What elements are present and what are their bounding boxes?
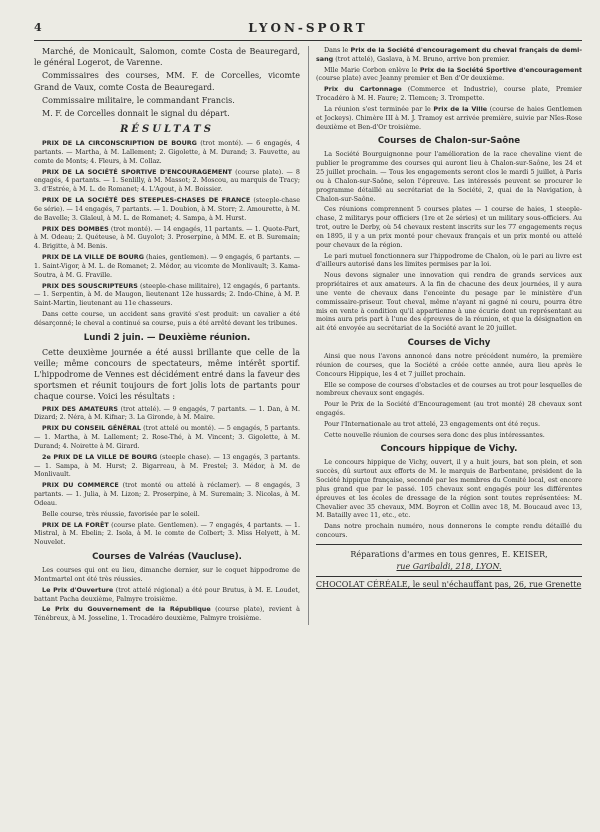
result-text: Belle course, très réussie, favorisée par le soleil. [42, 509, 200, 518]
reunion-intro: Cette deuxième journée a été aussi brillante que celle de la veille; même concours de spectateurs, même intérêt sportif. L'hippodrome de Vennes est décidément entré dans la faveur des sportsmen et réunit toujours de fort jolis lots de partants pour chaque course. Voici les résultats : [34, 347, 300, 402]
race-result [316, 66, 582, 84]
race-result [34, 521, 300, 547]
result-text: (steeple-chase militaire), 12 engagés, 6 partants. — 1. Serpentin, à M. de Maugon, lieutenant 12e hussards; 2. Indo-Chine, à M. P. Saint-Martin, lieutenant au 11e chasseurs. [34, 281, 300, 308]
prize-name: PRIX DE LA FORÊT [42, 520, 109, 529]
ad-address: rue Garibaldi, 218, LYON. [396, 561, 502, 571]
race-result [34, 453, 300, 479]
result-text: (course plate). — 8 engagés, 4 partants. — 1. Senlilly, à M. Massot; 2. Moscou, au marquis de Tracy; 3. d'Estrée, à M. L. de Romanet; 4. L'Agout, à M. Boissier. [34, 167, 300, 194]
reunion-heading: Lundi 2 juin. — Deuxième réunion. [83, 332, 251, 343]
race-result [316, 85, 582, 103]
prize-name: PRIX DES SOUSCRIPTEURS [42, 281, 138, 290]
prize-name: PRIX DE LA VILLE DE BOURG [42, 253, 144, 262]
left-column [34, 46, 300, 625]
chalon-paragraph: Ces réunions comprennent 5 courses plates — 1 course de haies, 1 steeple-chase, 2 militarys pour officiers (1re et 2e séries) et un military sous-officiers. Au trot, outre le Derby, où 54 chevaux restent inscrits sur les 77 engagements reçus en 1895, il y a un prix monté pour chevaux français et un prix monté ou attelé pour chevaux de la région. [316, 205, 582, 249]
prize-name: PRIX DE LA SOCIÉTÉ DES STEEPLES-CHASES DE FRANCE [42, 196, 251, 205]
result-text: (course plate) avec Jeanny premier et Ben d'Or deuxième. [316, 74, 505, 83]
chalon-heading: Courses de Chalon-sur-Saône [377, 136, 521, 147]
prize-name: Prix de la Société d'encouragement du cheval français de demi-sang [316, 46, 582, 63]
concours-heading: Concours hippique de Vichy. [380, 444, 518, 455]
race-result [34, 481, 300, 507]
prize-name: Prix de la Ville [433, 104, 488, 113]
concours-paragraph: Dans notre prochain numéro, nous donnerons le compte rendu détaillé du concours. [316, 522, 582, 540]
results-list-2 [34, 405, 300, 547]
race-result [34, 168, 300, 194]
prize-name: PRIX DU COMMERCE [42, 481, 119, 490]
result-text: (Commerce et Industrie), course plate, Premier Trocadéro à M. H. Faure; 2. Tlemcen; 3. Trompette. [316, 85, 582, 103]
result-text: (trot attelé). — 9 engagés, 7 partants. — 1. Dan, à M. Dizard; 2. Néra, à M. Kifnar; 3. La Gironde, à M. Maire. [34, 404, 300, 422]
chalon-paragraph: Nous devons signaler une innovation qui rendra de grands services aux propriétaires et aux amateurs. A la fin de chacune des deux journées, il y aura une vente de chevaux dans l'enceinte du pesage par le ministère d'un commissaire-priseur. Tout cheval, même n'ayant ni gagné ni couru, pourra être mis en vente à condition qu'il appartienne à une écurie dont un représentant au moins aura pris part à l'une des épreuves de la réunion, et que la désignation en ait été envoyée au secrétariat de la Société avant le 20 juillet. [316, 271, 582, 333]
race-result [34, 566, 300, 584]
result-text: (steeple-chase 6e série). — 14 engagés, 7 partants. — 1. Doubion, à M. Storr; 2. Amourette, à M. de Bavelle; 3. Glaïeul, à M. L. de Romanet; 4. Sampa, à M. Hurst. [34, 196, 300, 222]
prize-name: PRIX DU CONSEIL GÉNÉRAL [42, 424, 141, 433]
advertisement-keiser [316, 544, 582, 573]
accident-paragraph: Dans cette course, un accident sans gravité s'est produit: un cavalier a été désarçonné; le cheval a continué sa course, puis a été arrêté devant les tribunes. [34, 310, 300, 327]
intro-paragraph: M. F. de Corcelles donnait le signal du départ. [42, 108, 230, 118]
prize-name: Le Prix d'Ouverture [42, 585, 114, 594]
result-text: (haies, gentlemen). — 9 engagés, 6 partants. — 1. Saint-Vigor, à M. L. de Romanet; 2. Médor, au vicomte de Monlivault; 3. Kama-Soutra, à M. G. Fraville. [34, 253, 300, 279]
race-result [34, 196, 300, 222]
advertisement-chocolat: CHOCOLAT CÉRÉALE, le seul n'échauffant pas, 26, rue Grenette [316, 576, 582, 589]
valreas-list [34, 566, 300, 623]
vichy-paragraph: Pour le Prix de la Société d'Encouragement (au trot monté) 28 chevaux sont engagés. [316, 400, 582, 417]
item-lead: La réunion s'est terminée par le [324, 104, 434, 113]
results-list [34, 139, 300, 308]
result-text: (trot monté ou attelé à réclamer). — 8 engagés, 3 partants. — 1. Julia, à M. Lizon; 2. Proserpine, à M. Suremain; 3. Nicolas, à M. Odeau. [34, 481, 300, 507]
race-result [34, 139, 300, 165]
result-text: (course de haies Gentlemen et Jockeys). Chimère III à M. J. Tramoy est arrivée première, suivie par Nîes-Rose deuxième et Ben-d'Or troisième. [316, 104, 582, 131]
race-result [34, 605, 300, 623]
valreas-heading: Courses de Valréas (Vaucluse). [92, 552, 242, 563]
result-text: (trot attelé ou monté). — 5 engagés, 5 partants. — 1. Martha, à M. Lallement; 2. Rose-Thé, à M. Vincent; 3. Gigolette, à M. Durand; 4. Noirette à M. Girard. [34, 424, 300, 450]
page-header [34, 18, 582, 41]
prize-name: Le Prix du Gouvernement de la République [42, 605, 211, 614]
result-text: (course plate. Gentlemen). — 7 engagés, 4 partants. — 1. Mistral, à M. Ebelin; 2. Isola, à M. le comte de Colbert; 3. Miss Helyett, à M. Nouvelet. [34, 520, 301, 547]
prize-name: Prix du Cartonnage [324, 85, 402, 94]
race-result [34, 510, 300, 519]
result-text: (trot monté). — 14 engagés, 11 partants. — 1. Quote-Part, à M. Odeau; 2. Quéteuse, à M. Guyolot; 3. Proserpine, à MM. E. et B. Suremain; 4. Brigitte, à M. Benis. [34, 224, 300, 251]
result-text: (trot attelé régional) a été pour Brutus, à M. E. Loudet, battant Pacha deuxième, Palmyre troisième. [34, 585, 301, 603]
prize-list [316, 46, 582, 131]
prize-name: PRIX DES DOMBES [42, 224, 109, 233]
vichy-heading: Courses de Vichy [407, 338, 491, 349]
prize-name: PRIX DES AMATEURS [42, 404, 119, 413]
result-text: (trot monté). — 6 engagés, 4 partants. — Martha, à M. Lallement; 2. Gigolette, à M. Durand; 3. Fauvette, au comte de Monts; 4. Fleurs, à M. Collaz. [34, 139, 301, 165]
results-heading: RÉSULTATS [120, 124, 214, 136]
intro-paragraph: Marché, de Monicault, Salomon, comte Costa de Beauregard, le général Logerot, de Varenne. [34, 47, 300, 68]
vichy-paragraph: Elle se compose de courses d'obstacles et de courses au trot pour lesquelles de nombreux chevaux sont engagés. [316, 380, 582, 398]
chalon-paragraph: Le pari mutuel fonctionnera sur l'hippodrome de Chalon, où le pari au livre est d'ailleurs autorisé dans les limites permises par la loi. [316, 251, 582, 269]
race-result [34, 424, 300, 450]
race-result [34, 282, 300, 308]
race-result [34, 586, 300, 604]
masthead-title: LYON-SPORT [248, 21, 368, 35]
prize-name: PRIX DE LA SOCIÉTÉ SPORTIVE D'ENCOURAGEMENT [42, 167, 233, 176]
result-text: (trot attelé), Gaslava, à M. Bruno, arrive bon premier. [333, 54, 510, 63]
prize-name: 2e PRIX DE LA VILLE DE BOURG [42, 452, 158, 461]
result-text: (course plate), revient à Ténébreux, à M. Josseline, 1. Trocadéro deuxième, Palmyre troisième. [34, 605, 300, 623]
prize-name: Prix de la Société Sportive d'encouragement [419, 65, 582, 74]
vichy-paragraph: Pour l'Internationale au trot attelé, 23 engagements ont été reçus. [324, 419, 540, 428]
item-lead: Mlle Marie Corbon enlève le [324, 65, 420, 74]
race-result [316, 46, 582, 64]
intro-paragraph: Commissaires des courses, MM. F. de Corcelles, vicomte Grand de Vaux, comte Costa de Beauregard. [34, 71, 300, 92]
vichy-paragraph: Ainsi que nous l'avons annoncé dans notre précédent numéro, la première réunion de courses, que la Société a créée cette année, aura lieu après le Concours Hippique, les 4 et 7 juillet prochain. [316, 352, 582, 378]
concours-paragraph: Le concours hippique de Vichy, ouvert, il y a huit jours, bat son plein, et son succès, dû surtout aux efforts de M. le marquis de Barbentane, président de la Société hippique française, secondé par les membres du Comité local, est encore plus grand que par le passé. 105 chevaux sont engagés pour les différentes épreuves et les écoles de dressage de la région sont toutes représentées: M. Chevalier avec 35 chevaux, MM. Boyron et Collin avec 18, M. Boucaud avec 13, M. Batailly avec 11, etc., etc. [316, 458, 582, 520]
chalon-paragraph: La Société Bourguignonne pour l'amélioration de la race chevaline vient de publier le programme des courses qui auront lieu à Chalon-sur-Saône, les 24 et 25 juillet prochain. — Tous les engagements seront clos le mardi 5 juillet, à Paris ou à Chalon-sur-Saône, selon l'épreuve. Les intéressés peuvent se procurer le programme détaillé au secrétariat de la Société, 2, quai de la Navigation, à Chalon-sur-Saône. [316, 150, 582, 203]
item-lead: Dans le [324, 46, 351, 54]
intro-paragraph: Commissaire militaire, le commandant Francis. [42, 95, 235, 105]
result-text: (steeple chase). — 13 engagés, 3 partants. — 1. Sampa, à M. Hurst; 2. Bigarreau, à M. Frestel; 3. Médor, à M. de Monlivault. [34, 452, 300, 479]
ad-line: Réparations d'armes en tous genres, E. KEISER, [350, 549, 548, 559]
prize-name: PRIX DE LA CIRCONSCRIPTION DE BOURG [42, 139, 197, 148]
right-column [308, 46, 582, 625]
race-result [316, 105, 582, 131]
race-result [34, 225, 300, 251]
race-result [34, 253, 300, 279]
result-text: Les courses qui ont eu lieu, dimanche dernier, sur le coquet hippodrome de Montmartel ont été très réussies. [34, 566, 300, 583]
page-number: 4 [34, 21, 42, 34]
vichy-paragraph: Cette nouvelle réunion de courses sera donc des plus intéressantes. [324, 430, 545, 439]
race-result [34, 405, 300, 423]
